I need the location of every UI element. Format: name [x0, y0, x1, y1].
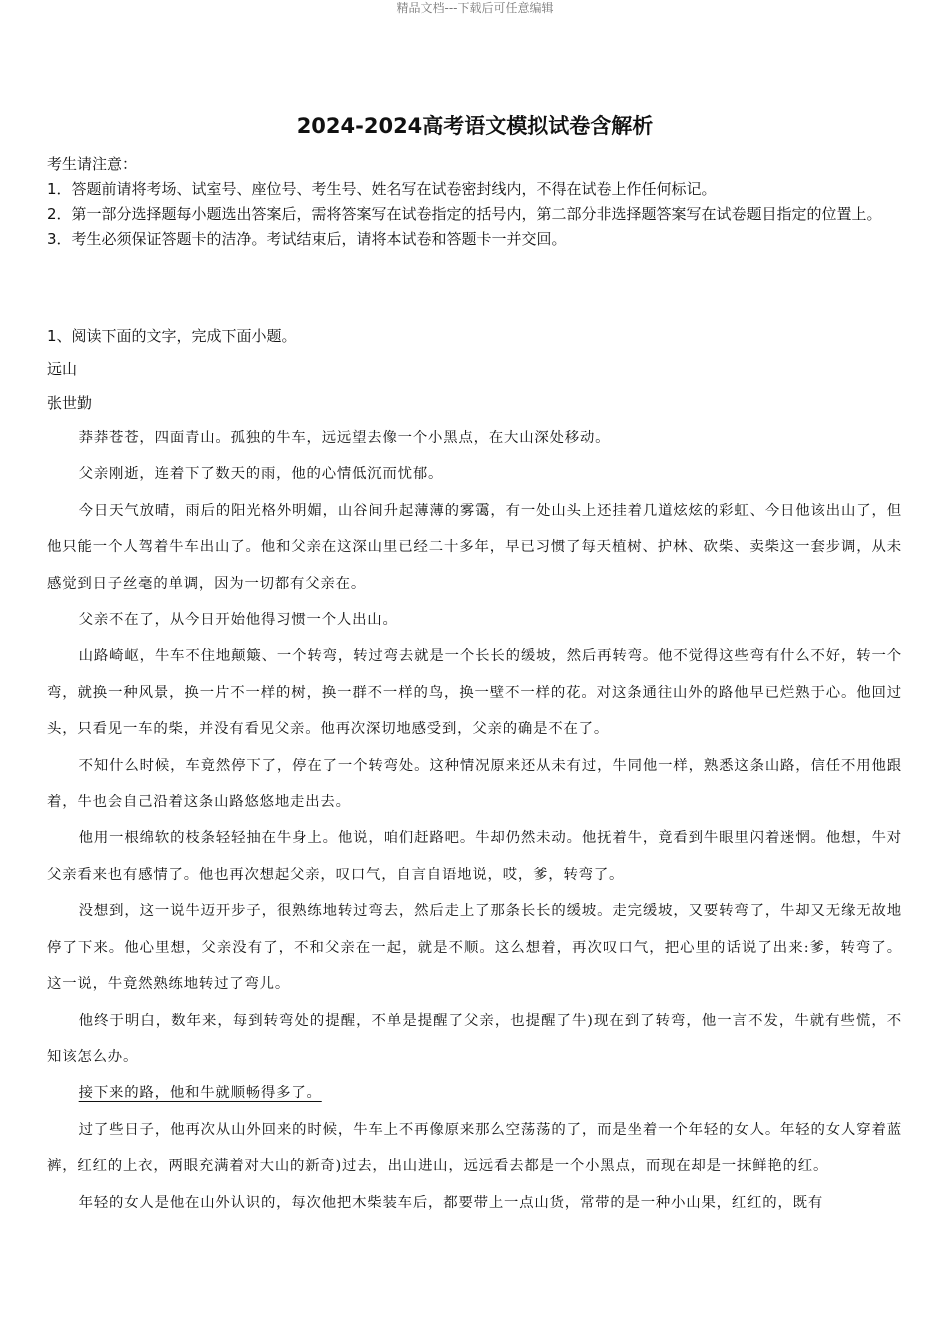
essay-paragraph-5: 山路崎岖，牛车不住地颠簸、一个转弯，转过弯去就是一个长长的缓坡，然后再转弯。他不觉得这些弯有什么不好，转一个弯，就换一种风景，换一片不一样的树，换一群不一样的鸟，换一壁不一样的花。对这条通往山外的路他早已烂熟于心。他回过头，只看见一车的柴，并没有看见父亲。他再次深切地感受到，父亲的确是不在了。	[47, 648, 902, 738]
essay-author: 张世勤	[47, 394, 93, 412]
essay-paragraph-1: 莽莽苍苍，四面青山。孤独的牛车，远远望去像一个小黑点，在大山深处移动。	[78, 430, 611, 446]
essay-paragraph-3: 今日天气放晴，雨后的阳光格外明媚，山谷间升起薄薄的雾霭，有一处山头上还挂着几道炫炫的彩虹、今日他该出山了，但他只能一个人驾着牛车出山了。他和父亲在这深山里已经二十多年，早已习惯了每天植树、护林、砍柴、卖柴这一套步调，从未感觉到日子丝毫的单调，因为一切都有父亲在。	[47, 502, 902, 592]
notice-item-2: 2．第一部分选择题每小题选出答案后，需将答案写在试卷指定的括号内，第二部分非选择题答案写在试卷题目指定的位置上。	[47, 205, 882, 223]
header-watermark: 精品文档---下载后可任意编辑	[396, 1, 554, 15]
essay-paragraph-7: 他用一根绵软的枝条轻轻抽在牛身上。他说，咱们赶路吧。牛却仍然未动。他抚着牛，竟看到牛眼里闪着迷惘。他想，牛对父亲看来也有感情了。他也再次想起父亲，叹口气，自言自语地说，哎，爹，转弯了。	[47, 830, 902, 883]
essay-body	[47, 420, 902, 1221]
question-heading: 1、阅读下面的文字，完成下面小题。	[47, 327, 297, 345]
essay-paragraph-4: 父亲不在了，从今日开始他得习惯一个人出山。	[78, 612, 398, 629]
exam-title: 2024-2024高考语文模拟试卷含解析	[296, 114, 654, 138]
essay-paragraph-6: 不知什么时候，车竟然停下了，停在了一个转弯处。这种情况原来还从未有过，牛同他一样，熟悉这条山路，信任不用他跟着，牛也会自己沿着这条山路悠悠地走出去。	[47, 757, 902, 811]
notice-item-1: 1．答题前请将考场、试室号、座位号、考生号、姓名写在试卷密封线内，不得在试卷上作任何标记。	[47, 180, 717, 198]
essay-paragraph-8: 没想到，这一说牛迈开步子，很熟练地转过弯去，然后走上了那条长长的缓坡。走完缓坡，又要转弯了，牛却又无缘无故地停了下来。他心里想，父亲没有了，不和父亲在一起，就是不顺。这么想着，再次叹口气，把心里的话说了出来:爹，转弯了。这一说，牛竟然熟练地转过了弯儿。	[47, 903, 902, 993]
notice-item-3: 3．考生必须保证答题卡的洁净。考试结束后，请将本试卷和答题卡一并交回。	[47, 230, 567, 248]
essay-paragraph-11: 过了些日子，他再次从山外回来的时候，牛车上不再像原来那么空荡荡的了，而是坐着一个年轻的女人。年轻的女人穿着蓝裤，红红的上衣，两眼充满着对大山的新奇)过去，出山进山，远远看去都是一个小黑点，而现在却是一抹鲜艳的红。	[47, 1121, 902, 1175]
underlined-sentence: 接下来的路，他和牛就顺畅得多了。	[78, 1085, 322, 1102]
candidate-notice	[47, 152, 907, 252]
essay-paragraph-2: 父亲刚逝，连着下了数天的雨，他的心情低沉而忧郁。	[78, 466, 444, 483]
essay-paragraph-12: 年轻的女人是他在山外认识的，每次他把木柴装车后，都要带上一点山货，常带的是一种小山果，红红的，既有	[78, 1194, 824, 1211]
essay-title: 远山	[47, 360, 78, 378]
notice-heading: 考生请注意：	[47, 155, 138, 173]
essay-paragraph-10	[47, 1075, 902, 1111]
essay-paragraph-9: 他终于明白，数年来，每到转弯处的提醒，不单是提醒了父亲，也提醒了牛)现在到了转弯，他一言不发，牛就有些慌，不知该怎么办。	[47, 1012, 902, 1065]
